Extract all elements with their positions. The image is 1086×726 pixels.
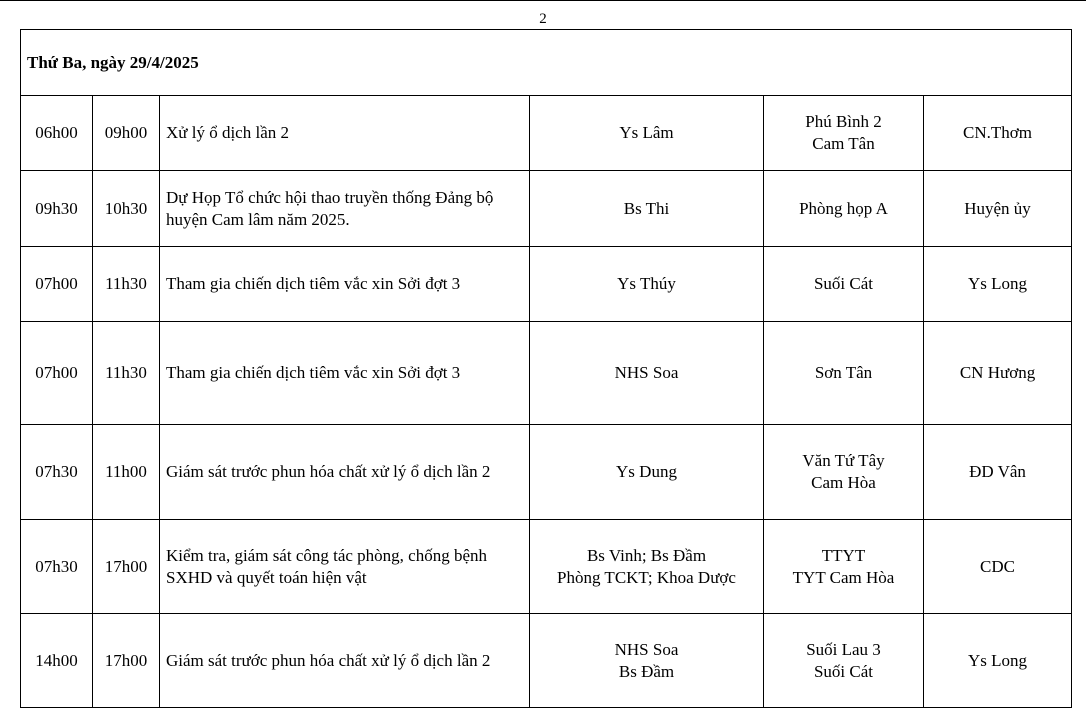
- assigned-staff-line: Phòng TCKT; Khoa Dược: [557, 567, 736, 587]
- start-time: 07h00: [21, 247, 93, 322]
- task-description: Giám sát trước phun hóa chất xử lý ổ dịch lần 2: [160, 614, 530, 708]
- assigned-staff-line: NHS Soa: [614, 639, 679, 659]
- assigned-staff-line: Ys Dung: [616, 462, 677, 481]
- location-line: Sơn Tân: [814, 363, 873, 382]
- day-heading: Thứ Ba, ngày 29/4/2025: [21, 30, 1072, 96]
- day-heading-row: [21, 30, 1072, 96]
- table-row: [21, 171, 1072, 247]
- table-row: [21, 614, 1072, 708]
- location: [764, 520, 924, 614]
- coordinator: Huyện ủy: [924, 171, 1072, 247]
- assigned-staff: [530, 614, 764, 708]
- start-time: 07h30: [21, 520, 93, 614]
- assigned-staff: [530, 247, 764, 322]
- start-time: 06h00: [21, 96, 93, 171]
- assigned-staff: [530, 171, 764, 247]
- assigned-staff-line: Ys Thúy: [617, 274, 676, 293]
- task-description: Kiểm tra, giám sát công tác phòng, chống bệnh SXHD và quyết toán hiện vật: [160, 520, 530, 614]
- location-line: Suối Cát: [813, 661, 874, 681]
- location-line: Cam Hòa: [811, 473, 876, 492]
- location: [764, 171, 924, 247]
- start-time: 14h00: [21, 614, 93, 708]
- assigned-staff-line: NHS Soa: [614, 363, 679, 382]
- end-time: 11h30: [93, 247, 160, 322]
- location-line: Phòng họp A: [799, 198, 888, 218]
- page-number: 2: [539, 11, 547, 27]
- top-border-line: [0, 0, 1086, 1]
- table-row: [21, 520, 1072, 614]
- coordinator: CDC: [924, 520, 1072, 614]
- end-time: 17h00: [93, 614, 160, 708]
- end-time: 09h00: [93, 96, 160, 171]
- task-description: Dự Họp Tổ chức hội thao truyền thống Đảng bộ huyện Cam lâm năm 2025.: [160, 171, 530, 247]
- task-description: Tham gia chiến dịch tiêm vắc xin Sởi đợt 3: [160, 322, 530, 425]
- start-time: 09h30: [21, 171, 93, 247]
- task-description: Tham gia chiến dịch tiêm vắc xin Sởi đợt 3: [160, 247, 530, 322]
- coordinator: Ys Long: [924, 247, 1072, 322]
- table-row: [21, 322, 1072, 425]
- coordinator: ĐD Vân: [924, 425, 1072, 520]
- start-time: 07h30: [21, 425, 93, 520]
- location: [764, 96, 924, 171]
- location-line: Cam Tân: [812, 134, 875, 153]
- start-time: 07h00: [21, 322, 93, 425]
- location: [764, 247, 924, 322]
- location-line: TTYT: [821, 545, 866, 565]
- location: [764, 614, 924, 708]
- end-time: 11h30: [93, 322, 160, 425]
- assigned-staff-line: Bs Vinh; Bs Đầm: [586, 545, 707, 565]
- task-description: Xử lý ổ dịch lần 2: [160, 96, 530, 171]
- assigned-staff-line: Bs Đầm: [618, 661, 675, 681]
- location-line: Phú Bình 2: [805, 112, 882, 131]
- table-row: [21, 247, 1072, 322]
- assigned-staff: [530, 520, 764, 614]
- location: [764, 425, 924, 520]
- assigned-staff: [530, 322, 764, 425]
- task-description: Giám sát trước phun hóa chất xử lý ổ dịch lần 2: [160, 425, 530, 520]
- table-row: [21, 96, 1072, 171]
- assigned-staff-line: Bs Thi: [623, 198, 670, 218]
- location: [764, 322, 924, 425]
- assigned-staff: [530, 96, 764, 171]
- location-line: Suối Cát: [813, 274, 874, 293]
- schedule-table: [20, 29, 1072, 708]
- location-line: Văn Tứ Tây: [802, 451, 885, 470]
- coordinator: Ys Long: [924, 614, 1072, 708]
- table-row: [21, 425, 1072, 520]
- coordinator: CN Hương: [924, 322, 1072, 425]
- assigned-staff: [530, 425, 764, 520]
- assigned-staff-line: Ys Lâm: [619, 123, 674, 142]
- coordinator: CN.Thơm: [924, 96, 1072, 171]
- location-line: Suối Lau 3: [806, 639, 881, 659]
- end-time: 11h00: [93, 425, 160, 520]
- location-line: TYT Cam Hòa: [792, 567, 895, 587]
- end-time: 17h00: [93, 520, 160, 614]
- end-time: 10h30: [93, 171, 160, 247]
